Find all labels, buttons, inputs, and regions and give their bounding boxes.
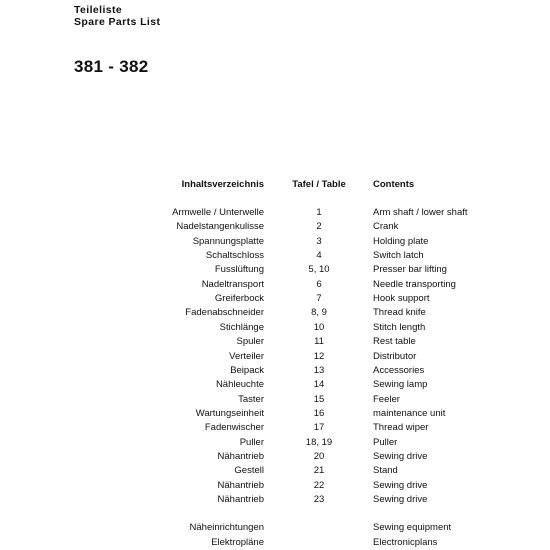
toc-row [0,464,550,478]
toc-english-label: Holding plate [373,235,429,247]
toc-english-label: Stand [373,465,398,477]
toc-german-label: Elektropläne [211,536,264,548]
toc-row [0,278,550,292]
toc-table-number: 6 [316,278,322,290]
toc-header-table: Tafel / Table [292,179,346,190]
toc-english-label: Thread knife [373,307,426,319]
toc-row [0,364,550,378]
toc-row [0,493,550,507]
toc-row [0,421,550,435]
toc-table-number: 8, 9 [311,307,327,319]
toc-table-number: 23 [313,494,325,505]
toc-table-number: 10 [313,321,325,333]
toc-table-number: 20 [313,450,325,462]
toc-row [0,536,550,550]
toc-header-english: Contents [373,179,415,190]
toc-header-row [0,178,550,192]
toc-row [0,521,550,535]
toc-english-label: Crank [373,221,399,233]
toc-english-label: Stitch length [373,321,426,333]
toc-table-number: 21 [313,465,325,477]
toc-table-number: 15 [313,393,325,405]
toc-german-label: Nähantrieb [217,450,264,462]
toc-table-number: 18, 19 [305,436,333,448]
toc-row [0,206,550,220]
toc-english-label: Arm shaft / lower shaft [373,207,468,218]
toc-table-number: 17 [313,422,325,434]
toc-german-label: Nähantrieb [217,494,264,505]
toc-english-label: Rest table [373,336,416,348]
header-title-german: Teileliste [74,4,123,16]
toc-german-label: Spuler [236,336,264,348]
toc-row [0,350,550,364]
header-title-english: Spare Parts List [74,16,161,28]
toc-row [0,479,550,493]
toc-german-label: Spannungsplatte [192,235,264,247]
toc-table-number: 3 [316,235,322,247]
toc-german-label: Greiferbock [214,293,264,305]
toc-german-label: Schaltschloss [205,250,264,262]
toc-german-label: Nähantrieb [217,479,264,491]
document-header [74,4,160,28]
toc-table-number: 2 [316,221,322,233]
toc-table-number: 22 [313,479,325,491]
toc-row [0,436,550,450]
toc-english-label: Distributor [373,350,417,362]
toc-english-label: Accessories [373,364,425,376]
toc-german-label: Nadeltransport [201,278,264,290]
toc-german-label: Fadenwischer [204,422,264,434]
toc-table-number: 4 [316,250,322,262]
toc-row [0,335,550,349]
toc-german-label: Nähleuchte [215,379,264,391]
toc-english-label: Feeler [373,393,400,405]
toc-row [0,321,550,335]
toc-german-label: Armwelle / Unterwelle [172,207,264,218]
toc-english-label: Presser bar lifting [373,264,447,276]
toc-row [0,263,550,277]
toc-german-label: Fadenabschneider [185,307,264,319]
toc-table-number: 12 [313,350,325,362]
toc-english-label: Electronicplans [373,536,438,548]
toc-row [0,306,550,320]
toc-english-label: Switch latch [373,250,424,262]
toc-row [0,235,550,249]
toc-german-label: Näheinrichtungen [189,522,264,534]
toc-row [0,292,550,306]
toc-english-label: maintenance unit [373,407,446,419]
toc-german-label: Taster [238,393,264,405]
toc-row [0,220,550,234]
toc-german-label: Gestell [234,465,264,477]
model-number: 381 - 382 [74,57,149,76]
toc-german-label: Stichlänge [219,321,264,333]
toc-table-number: 5, 10 [308,264,330,276]
toc-table-number: 16 [313,407,325,419]
toc-row [0,450,550,464]
toc-header-german: Inhaltsverzeichnis [181,179,264,190]
toc-english-label: Sewing drive [373,494,428,505]
toc-english-label: Hook support [373,293,430,305]
toc-german-label: Fusslüftung [214,264,264,276]
toc-row [0,393,550,407]
toc-german-label: Nadelstangenkulisse [176,221,264,233]
toc-english-label: Sewing lamp [373,379,428,391]
toc-row [0,249,550,263]
toc-english-label: Puller [373,436,398,448]
toc-table-number: 14 [313,379,325,391]
toc-english-label: Needle transporting [373,278,456,290]
toc-table-number: 7 [316,293,322,305]
toc-table-number: 13 [313,364,325,376]
toc-german-label: Puller [239,436,264,448]
toc-english-label: Sewing drive [373,479,428,491]
toc-german-label: Wartungseinheit [195,407,264,419]
toc-english-label: Sewing drive [373,450,428,462]
toc-table-number: 1 [316,207,322,218]
toc-english-label: Sewing equipment [373,522,452,534]
toc-row [0,407,550,421]
toc-german-label: Beipack [230,364,264,376]
toc-german-label: Verteiler [229,350,264,362]
toc-row [0,378,550,392]
toc-english-label: Thread wiper [373,422,429,434]
toc-table-number: 11 [314,336,324,348]
